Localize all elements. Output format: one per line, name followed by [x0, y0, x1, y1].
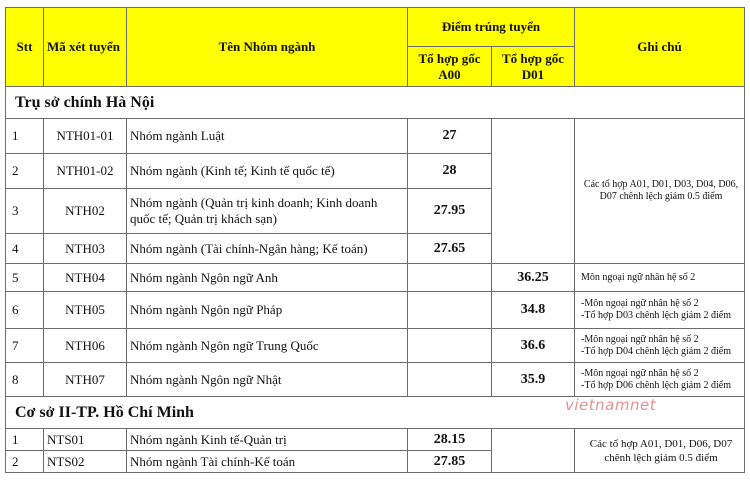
cell-a00	[408, 363, 492, 397]
table-row	[6, 264, 745, 292]
cell-note: Môn ngoại ngữ nhân hệ số 2	[575, 264, 745, 292]
table-row	[6, 363, 745, 397]
cell-name: Nhóm ngành (Tài chính-Ngân hàng; Kế toán)	[127, 234, 408, 264]
cell-note	[575, 329, 745, 363]
cell-name: Nhóm ngành Ngôn ngữ Trung Quốc	[127, 329, 408, 363]
cell-stt: 6	[6, 292, 44, 329]
cell-name: Nhóm ngành Ngôn ngữ Nhật	[127, 363, 408, 397]
cell-d01-empty	[492, 119, 575, 264]
cell-d01: 34.8	[492, 292, 575, 329]
cell-note	[575, 292, 745, 329]
section-row	[6, 87, 745, 119]
section-title-hcm: Cơ sở II-TP. Hồ Chí Minh	[6, 397, 745, 429]
section-title-hanoi: Trụ sở chính Hà Nội	[6, 87, 745, 119]
cell-a00: 27.95	[408, 189, 492, 234]
vietnamnet-watermark: vietnamnet	[565, 396, 657, 414]
cell-name: Nhóm ngành Tài chính-Kế toán	[127, 451, 408, 473]
cell-a00: 28.15	[408, 429, 492, 451]
cell-name: Nhóm ngành Luật	[127, 119, 408, 154]
table-row	[6, 429, 745, 451]
header-ten-nhom-nganh: Tên Nhóm ngành	[127, 8, 408, 87]
cell-a00: 28	[408, 154, 492, 189]
cell-a00	[408, 264, 492, 292]
header-diem-trung-tuyen: Điểm trúng tuyển	[408, 8, 575, 47]
cell-stt: 2	[6, 451, 44, 473]
cell-a00: 27	[408, 119, 492, 154]
cell-a00: 27.85	[408, 451, 492, 473]
header-ghi-chu: Ghi chú	[575, 8, 745, 87]
cell-a00: 27.65	[408, 234, 492, 264]
cell-stt: 5	[6, 264, 44, 292]
table-row	[6, 119, 745, 154]
table-row	[6, 292, 745, 329]
note-line: -Môn ngoại ngữ nhân hệ số 2	[581, 298, 699, 309]
cell-note	[575, 363, 745, 397]
cell-name: Nhóm ngành Kinh tế-Quản trị	[127, 429, 408, 451]
header-to-hop-d01: Tổ hợp gốc D01	[492, 47, 575, 87]
header-ma-xet-tuyen: Mã xét tuyển	[44, 8, 127, 87]
note-line: -Tổ hợp D04 chênh lệch giảm 2 điểm	[581, 345, 731, 357]
cell-code: NTH07	[44, 363, 127, 397]
cell-d01: 36.6	[492, 329, 575, 363]
note-line: -Tổ hợp D03 chênh lệch giảm 2 điểm	[581, 310, 731, 321]
cell-d01: 36.25	[492, 264, 575, 292]
cell-stt: 1	[6, 119, 44, 154]
cell-code: NTH03	[44, 234, 127, 264]
cell-code: NTH04	[44, 264, 127, 292]
cell-name: Nhóm ngành Ngôn ngữ Pháp	[127, 292, 408, 329]
cell-a00	[408, 329, 492, 363]
cell-stt: 1	[6, 429, 44, 451]
cell-stt: 2	[6, 154, 44, 189]
cell-d01-empty	[492, 429, 575, 473]
cell-code: NTS01	[44, 429, 127, 451]
cell-stt: 4	[6, 234, 44, 264]
cell-code: NTH02	[44, 189, 127, 234]
cell-name: Nhóm ngành (Quản trị kinh doanh; Kinh doanh quốc tế; Quản trị khách sạn)	[127, 189, 408, 234]
cell-note-group1: Các tổ hợp A01, D01, D03, D04, D06, D07 chênh lệch giảm 0.5 điểm	[575, 119, 745, 264]
header-to-hop-a00: Tổ hợp gốc A00	[408, 47, 492, 87]
note-line: -Tổ hợp D06 chênh lệch giảm 2 điểm	[581, 379, 731, 391]
cell-stt: 8	[6, 363, 44, 397]
cell-name: Nhóm ngành (Kinh tế; Kinh tế quốc tế)	[127, 154, 408, 189]
cell-code: NTH06	[44, 329, 127, 363]
note-line: -Môn ngoại ngữ nhân hệ số 2	[581, 333, 699, 345]
header-stt: Stt	[6, 8, 44, 87]
note-line: -Môn ngoại ngữ nhân hệ số 2	[581, 367, 699, 379]
cell-a00	[408, 292, 492, 329]
cell-note-group2: Các tổ hợp A01, D01, D06, D07 chênh lệch giảm 0.5 điểm	[575, 429, 745, 473]
cell-stt: 3	[6, 189, 44, 234]
table-row	[6, 329, 745, 363]
cell-name: Nhóm ngành Ngôn ngữ Anh	[127, 264, 408, 292]
cell-code: NTH01-02	[44, 154, 127, 189]
cell-code: NTH01-01	[44, 119, 127, 154]
cell-stt: 7	[6, 329, 44, 363]
cell-code: NTS02	[44, 451, 127, 473]
cell-d01: 35.9	[492, 363, 575, 397]
cell-code: NTH05	[44, 292, 127, 329]
